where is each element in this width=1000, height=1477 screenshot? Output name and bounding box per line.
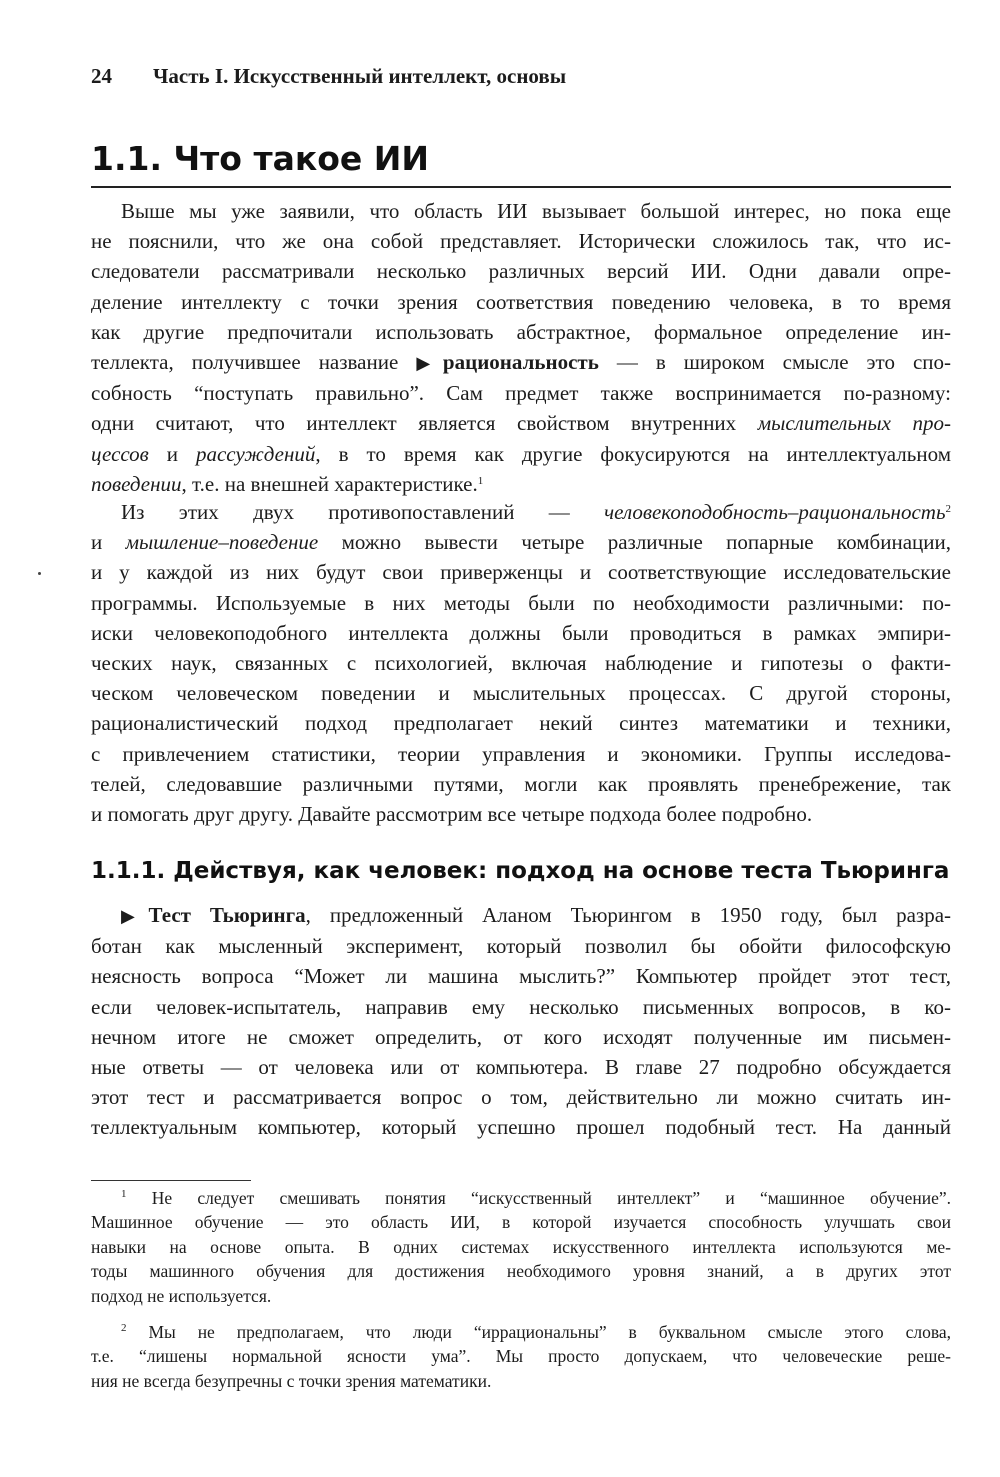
footnote-number: 2 (121, 1322, 127, 1334)
text-line: если человек-испытатель, направив ему несколько письменных вопросов, в ко- (91, 994, 951, 1019)
italic-term: рассуждений (195, 441, 316, 466)
text-line: Выше мы уже заявили, что область ИИ вызывает большой интерес, но пока еще (121, 199, 951, 223)
text-line: следователи рассматривали несколько различных версий ИИ. Одни давали опре- (91, 259, 951, 284)
text-line (91, 900, 951, 931)
italic-term: человекоподобность–рациональность (604, 500, 946, 524)
glossary-term: рациональность (442, 350, 599, 375)
text-line: теллектуальным компьютер, который успешно прошел подобный тест. На данный (91, 1115, 951, 1140)
text-line: подход не используется. (91, 1285, 272, 1306)
italic-term: цессов (91, 441, 149, 466)
text-run: одни считают, что интеллект является свойством внутренних (91, 411, 758, 436)
footnote-2 (91, 1320, 951, 1393)
footnote-ref-1[interactable]: 1 (477, 474, 484, 487)
glossary-term: Тест Тьюринга (148, 903, 306, 927)
text-run: , предложенный Аланом Тьюрингом в 1950 году, был разра- (305, 903, 952, 927)
text-line (91, 408, 951, 438)
text-run: — в широком смысле это спо- (598, 350, 952, 375)
text-run: теллекта, получившее название (91, 350, 417, 375)
text-line (91, 1186, 951, 1210)
text-line: ческих наук, связанных с психологией, включая наблюдение и гипотезы о факти- (91, 651, 951, 676)
text-line: ния не всегда безупречны с точки зрения математики. (91, 1370, 492, 1391)
text-line (91, 469, 951, 499)
text-line: неясность вопроса “Может ли машина мыслить?” Компьютер пройдет этот тест, (91, 964, 951, 989)
text-line (91, 497, 951, 527)
text-run: можно вывести четыре различные попарные комбинации, (318, 530, 951, 555)
section-title: 1.1. Что такое ИИ (91, 138, 951, 188)
glossary-arrow-icon: ▶ (416, 353, 443, 374)
text-line: собность “поступать правильно”. Сам предмет также воспринимается по-разному: (91, 381, 951, 406)
running-header (91, 64, 566, 89)
text-line: рационалистический подход предполагает некий синтез математики и техники, (91, 711, 951, 736)
text-line (91, 439, 951, 469)
text-line: ные ответы — от человека или от компьютера. В главе 27 подробно обсуждается (91, 1055, 951, 1080)
text-line: как другие предпочитали использовать абстрактное, формальное определение ин- (91, 319, 951, 344)
text-line: т.е. “лишены нормальной ясности ума”. Мы просто допускаем, что человеческие реше- (91, 1346, 951, 1367)
text-line: и у каждой из них будут свои приверженцы и соответствующие исследовательские (91, 560, 951, 585)
text-run: Мы не предполагаем, что люди “иррациональны” в буквальном смысле этого слова, (148, 1322, 952, 1342)
text-line: не пояснили, что же она собой представляет. Исторически сложилось так, что ис- (91, 229, 951, 254)
text-run: и (91, 530, 126, 555)
paragraph-3 (91, 900, 951, 1143)
text-line: деление интеллекту с точки зрения соответствия поведению человека, в то время (91, 289, 951, 314)
text-run: Не следует смешивать понятия “искусственный интеллект” и “машинное обучение”. (151, 1188, 951, 1208)
text-line: ботан как мысленный эксперимент, который позволил бы обойти философскую (91, 934, 951, 959)
paragraph-1 (91, 196, 951, 499)
text-line: программы. Используемые в них методы были по необходимости различными: по- (91, 590, 951, 615)
text-line: этот тест и рассматривается вопрос о том, действительно ли можно считать ин- (91, 1085, 951, 1110)
subsection-title: 1.1.1. Действуя, как человек: подход на основе теста Тьюринга (91, 858, 950, 884)
glossary-arrow-icon: ▶ (121, 906, 149, 926)
footnote-number: 1 (121, 1188, 127, 1200)
text-run: и (148, 441, 196, 466)
text-run: , в то время как другие фокусируются на интеллектуальном (315, 441, 951, 466)
text-line (91, 527, 951, 557)
text-line (91, 1320, 951, 1344)
text-line (91, 347, 951, 378)
text-line: нечном итоге не сможет определить, от кого исходят полученные им письмен- (91, 1024, 951, 1049)
footnote-1 (91, 1186, 951, 1308)
text-line: и помогать друг другу. Давайте рассмотрим все четыре подхода более подробно. (91, 802, 813, 827)
text-line: навыки на основе опыта. В одних системах искусственного интеллекта используются ме- (91, 1236, 951, 1257)
page-number: 24 (91, 64, 112, 88)
text-line: ческом человеческом поведении и мыслительных процессах. С другой стороны, (91, 681, 951, 706)
text-line: тоды машинного обучения для достижения необходимого уровня знаний, а в других этот (91, 1261, 951, 1282)
text-line: с привлечением статистики, теории управления и экономики. Группы исследова- (91, 741, 951, 766)
text-run: , т.е. на внешней характеристике. (181, 471, 478, 496)
text-line: иски человекоподобного интеллекта должны были проводиться в рамках эмпири- (91, 620, 951, 645)
running-title: Часть I. Искусственный интеллект, основы (153, 64, 567, 88)
paragraph-2 (91, 497, 951, 829)
italic-term: мышление–поведение (125, 530, 319, 555)
margin-dot (38, 572, 41, 575)
italic-term: поведении (91, 471, 182, 496)
text-line: телей, следовавшие различными путями, могли как проявлять пренебрежение, так (91, 771, 951, 796)
footnote-divider (91, 1180, 251, 1181)
text-run: Из этих двух противопоставлений — (121, 500, 605, 524)
italic-term: мыслительных про- (757, 411, 951, 436)
text-line: Машинное обучение — это область ИИ, в которой изучается способность улучшать свои (91, 1212, 951, 1233)
footnote-ref-2[interactable]: 2 (945, 503, 951, 515)
